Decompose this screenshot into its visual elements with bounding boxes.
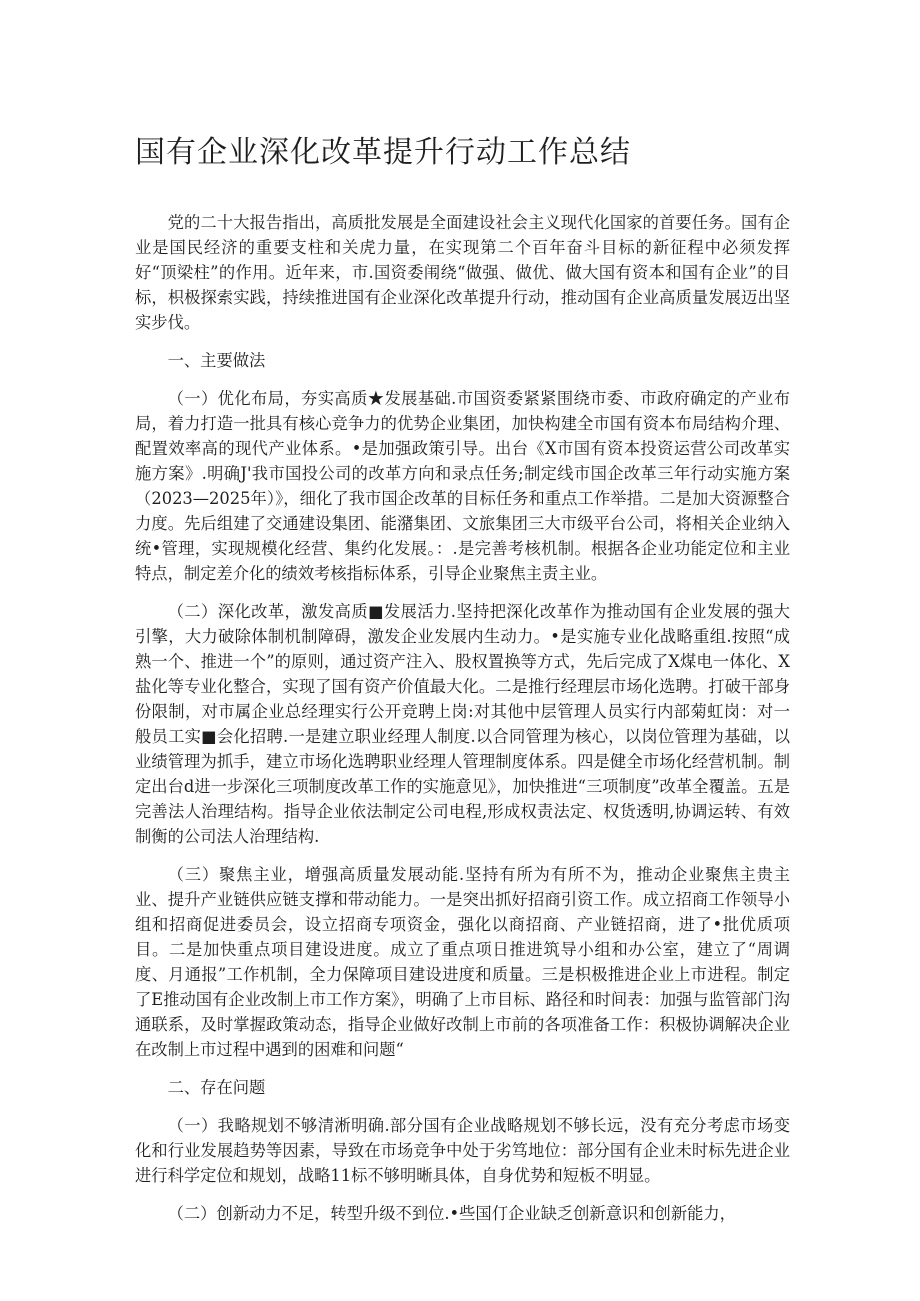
paragraph-strategy-planning: （一）我略规划不够清淅明确.部分国有企业战略规划不够长远，没有充分考虑市场变化和行业发展趋势等因素，导致在市场竞争中处于劣笃地位：部分国有企业未时标先进企业进行科学定位和规划，战略11标不够明晰具体，自身优势和短板不明显。 (135, 1116, 790, 1185)
paragraph-optimize-layout: （一）优化布局，夯实高质★发展基础.市国资委紧紧围绕市委、市政府确定的产业布局，着力打造一批具有核心竞争力的优势企业集团，加快构建全市国有资本布局结构介理、配置效率高的现代产业体系。•是加强政策引导。出台《X市国有资本投资运营公司改革实施方案》.明确J'我市国投公司的改革方向和录点任务;制定线市国企改革三年行动实施方案（2023—2025年）》，细化了我市国企改革的目标任务和重点工作举措。二是加大资源整合力度。先后组建了交通建设集团、能潴集团、文旅集团三大市级平台公司，将相关企业纳入统•管理，实现规模化经营、集约化发展。：.是完善考核机制。根据各企业功能定位和主业特点，制定差介化的绩效考核指标体系，引导企业聚焦主责主业。 (135, 389, 790, 583)
paragraph-deepen-reform: （二）深化改革，激发高质■发展活力.坚持把深化改革作为推动国有企业发展的强大引擎，大力破除体制机制障碍，激发企业发展内生动力。•是实施专业化战略重组.按照“成熟一个、推进一个”的原则，通过资产注入、股权置换等方式，先后完成了X煤电一体化、X盐化等专业化整合，实现了国有资产价值最大化。二是推行经理层市场化选聘。打破干部身份限制，对市属企业总经理实行公开竞聘上岗:对其他中层管理人员实行内部菊虹岗：对一般员工实■会化招聘.一是建立职业经理人制度.以合同管理为核心，以岗位管理为基础，以业绩管理为抓手，建立市场化选聘职业经理人管理制度体系。四是健全市场化经营机制。制定出台d进一步深化三项制度改革工作的实施意见》，加快推进“三项制度”改革全覆盖。五是完善法人治理结构。指导企业依法制定公司电程,形成权责法定、权货透明,协调运转、有效制衡的公司法人治理结构. (135, 602, 790, 846)
document-title: 国有企业深化改革提升行动工作总结 (135, 135, 631, 170)
document-body (135, 210, 790, 1226)
intro-paragraph: 党的二十大报告指出，高质批发展是全面建设社会主义现代化国家的首要任务。国有企业是国民经济的重要支柱和关虎力量，在实现第二个百年奋斗目标的新征程中必须发挥好“顶梁柱”的作用。近年来，市.国资委闱绕“做强、做优、做大国有资本和国有企业”的目标，枳极探索实践，持续推进国有企业深化改革提升行动，推动国有企业高质量发展迈出坚实步伐。 (135, 213, 790, 332)
paragraph-innovation-power: （二）创新动力不足，转型升级不到位.•些国仃企业缺乏创新意识和创新能力， (167, 1204, 736, 1223)
section-heading-main-practices: 一、主要做法 (167, 351, 266, 370)
paragraph-focus-main-business: （三）聚焦主业，增强高质量发展动能.坚持有所为有所不为，推动企业聚焦主贵主业、提升产业链供应链支撑和带动能力。一是突出抓好招商引资工作。成立招商工作领导小组和招商促进委员会，设立招商专项资金，强化以商招商、产业链招商，进了•批优质项目。二是加快重点项目建设进度。成立了重点项日推进筑导小组和办公室，建立了“周调度、月通报”工作机制，全力保障项目建设进度和质量。三是枳极推进企业上市进程。制定了E推动国有企业改制上市工作方案》，明确了上市目标、路径和时间表：加强与监管部门沟通联系，及时掌握政策动态，指导企业做好改制上市前的各项准备工作：积极协调解决企业在改制上市过程中遇到的困难和问题“ (135, 865, 790, 1059)
section-heading-existing-problems: 二、存在问题 (167, 1078, 266, 1097)
